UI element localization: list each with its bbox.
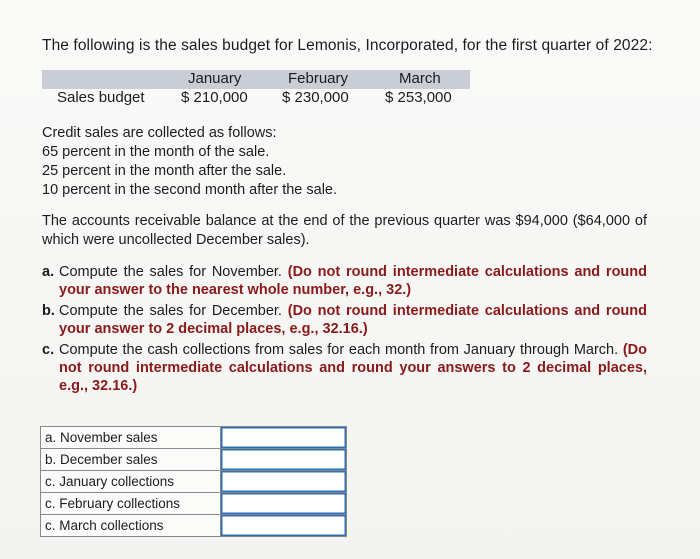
question-c bbox=[42, 341, 647, 395]
answer-label: c. January collections bbox=[41, 471, 221, 493]
question-list bbox=[42, 263, 647, 398]
credit-line: 65 percent in the month of the sale. bbox=[42, 144, 270, 160]
answer-row-january-collections bbox=[41, 471, 347, 493]
answer-label: c. March collections bbox=[41, 515, 221, 537]
answer-table bbox=[40, 426, 347, 537]
question-letter: b. bbox=[42, 303, 55, 319]
month-header-february: February bbox=[288, 70, 349, 87]
accounts-receivable-text: The accounts receivable balance at the end of the previous quarter was $94,000 ($64,000 of which were uncollected December sales). bbox=[42, 213, 647, 248]
march-collections-input[interactable] bbox=[221, 515, 347, 536]
question-text: Compute the sales for December. bbox=[59, 303, 282, 319]
question-letter: c. bbox=[42, 342, 55, 358]
sales-budget-table bbox=[42, 68, 470, 108]
question-instruction: (Do not round intermediate calculations and round your answers to 2 decimal places, e.g., 32.16.) bbox=[59, 342, 647, 394]
intro-text: The following is the sales budget for Lemonis, Incorporated, for the first quarter of 2022: bbox=[42, 37, 653, 54]
december-sales-input[interactable] bbox=[221, 449, 347, 470]
question-b bbox=[42, 302, 647, 338]
answer-row-december-sales bbox=[41, 449, 347, 471]
credit-line: 25 percent in the month after the sale. bbox=[42, 163, 287, 179]
answer-row-march-collections bbox=[41, 515, 347, 537]
answer-label: b. December sales bbox=[41, 449, 221, 471]
question-text: Compute the sales for November. bbox=[59, 264, 282, 280]
question-instruction: (Do not round intermediate calculations and round your answer to 2 decimal places, e.g., 32.16.) bbox=[59, 303, 647, 337]
month-header-march: March bbox=[399, 70, 441, 87]
credit-heading: Credit sales are collected as follows: bbox=[42, 125, 277, 141]
question-instruction: (Do not round intermediate calculations and round your answer to the nearest whole number, e.g., 32.) bbox=[59, 264, 647, 298]
answer-row-november-sales bbox=[41, 427, 347, 449]
budget-value-january: $ 210,000 bbox=[181, 89, 248, 106]
budget-row-label: Sales budget bbox=[57, 89, 145, 106]
question-a bbox=[42, 263, 647, 299]
budget-value-march: $ 253,000 bbox=[385, 89, 452, 106]
answer-label: c. February collections bbox=[41, 493, 221, 515]
credit-collection-terms bbox=[42, 124, 337, 200]
answer-label: a. November sales bbox=[41, 427, 221, 449]
february-collections-input[interactable] bbox=[221, 493, 347, 514]
question-letter: a. bbox=[42, 264, 55, 280]
credit-line: 10 percent in the second month after the sale. bbox=[42, 182, 338, 198]
january-collections-input[interactable] bbox=[221, 471, 347, 492]
month-header-january: January bbox=[188, 70, 242, 87]
answer-row-february-collections bbox=[41, 493, 347, 515]
budget-value-february: $ 230,000 bbox=[282, 89, 349, 106]
question-text: Compute the cash collections from sales for each month from January through March. bbox=[59, 342, 619, 358]
november-sales-input[interactable] bbox=[221, 427, 347, 448]
